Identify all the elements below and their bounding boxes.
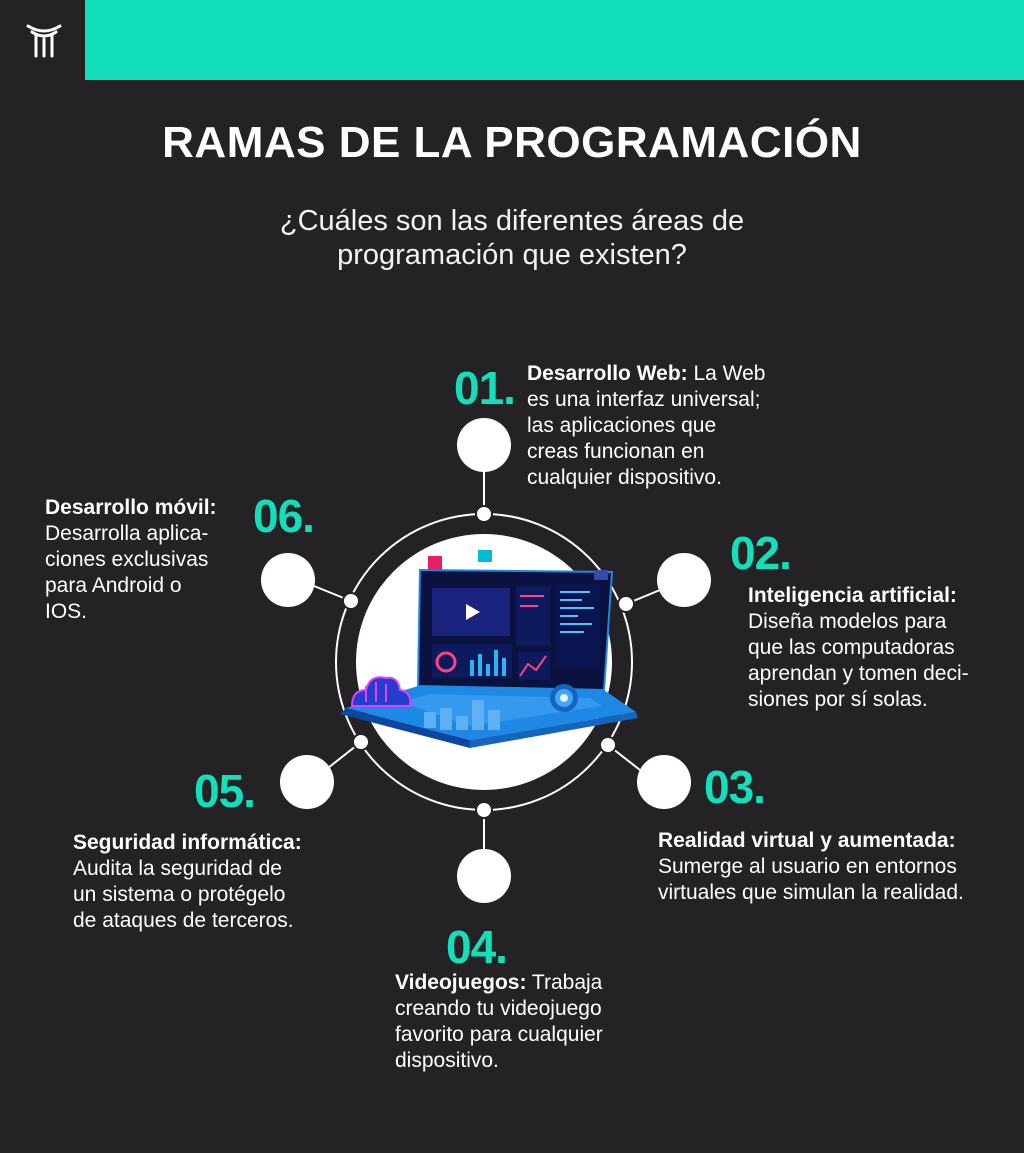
- branch-line-06-4: IOS.: [45, 600, 88, 623]
- node-circle-01: [457, 418, 511, 472]
- branch-line-01-1: La Web: [687, 362, 766, 385]
- branch-number-06: 06.: [253, 490, 314, 542]
- node-circle-02: [657, 553, 711, 607]
- branch-description-05: [73, 830, 373, 934]
- branch-line-02-1: Diseña modelos para: [748, 610, 947, 633]
- branch-number-01: 01.: [454, 362, 515, 414]
- branch-line-02-3: aprendan y tomen deci-: [748, 662, 969, 685]
- branch-number-04: 04.: [446, 921, 507, 973]
- branch-line-06-3: para Android o: [45, 574, 182, 597]
- branch-description-03: [658, 828, 1020, 906]
- branch-line-02-2: que las computadoras: [748, 636, 955, 659]
- branch-number-03: 03.: [704, 761, 765, 813]
- branch-description-06: [45, 495, 255, 625]
- branch-line-01-5: cualquier dispositivo.: [527, 466, 722, 489]
- node-circle-05: [280, 755, 334, 809]
- ring-dot-05: [353, 734, 369, 750]
- branch-name-05: Seguridad informática:: [73, 831, 302, 854]
- branch-line-01-4: creas funcionan en: [527, 440, 705, 463]
- ring-dot-01: [476, 506, 492, 522]
- branch-line-04-4: dispositivo.: [395, 1049, 499, 1072]
- ring-dot-06: [343, 593, 359, 609]
- node-circle-06: [261, 553, 315, 607]
- branch-line-06-2: ciones exclusivas: [45, 548, 209, 571]
- branch-name-03: Realidad virtual y aumentada:: [658, 829, 956, 852]
- ring-dot-03: [600, 737, 616, 753]
- branch-line-05-3: de ataques de terceros.: [73, 909, 294, 932]
- branch-line-06-1: Desarrolla aplica-: [45, 522, 209, 545]
- branch-number-02: 02.: [730, 527, 791, 579]
- branch-name-02: Inteligencia artificial:: [748, 584, 957, 607]
- branch-line-04-3: favorito para cualquier: [395, 1023, 603, 1046]
- branch-description-01: [527, 361, 807, 491]
- branch-description-02: [748, 583, 1018, 713]
- branch-line-05-2: un sistema o protégelo: [73, 883, 286, 906]
- branch-line-03-1: Sumerge al usuario en entornos: [658, 855, 957, 878]
- node-circle-04: [457, 849, 511, 903]
- subtitle-line-1: ¿Cuáles son las diferentes áreas de: [279, 205, 745, 237]
- node-circle-03: [637, 755, 691, 809]
- branch-name-06: Desarrollo móvil:: [45, 496, 217, 519]
- branch-name-01: Desarrollo Web:: [527, 362, 688, 385]
- branch-number-05: 05.: [194, 765, 255, 817]
- subtitle-line-2: programación que existen?: [337, 239, 687, 271]
- branch-line-02-4: siones por sí solas.: [748, 688, 928, 711]
- branch-name-04: Videojuegos:: [395, 971, 527, 994]
- branch-line-03-2: virtuales que simulan la realidad.: [658, 881, 964, 904]
- branch-line-01-3: las aplicaciones que: [527, 414, 717, 437]
- branch-line-05-1: Audita la seguridad de: [73, 857, 282, 880]
- page-title: RAMAS DE LA PROGRAMACIÓN: [162, 118, 862, 167]
- ring-dot-02: [618, 596, 634, 612]
- branch-description-04: [395, 970, 695, 1074]
- ring-dot-04: [476, 802, 492, 818]
- branch-line-01-2: es una interfaz universal;: [527, 388, 761, 411]
- branch-line-04-1: Trabaja: [526, 971, 603, 994]
- branch-line-04-2: creando tu videojuego: [395, 997, 602, 1020]
